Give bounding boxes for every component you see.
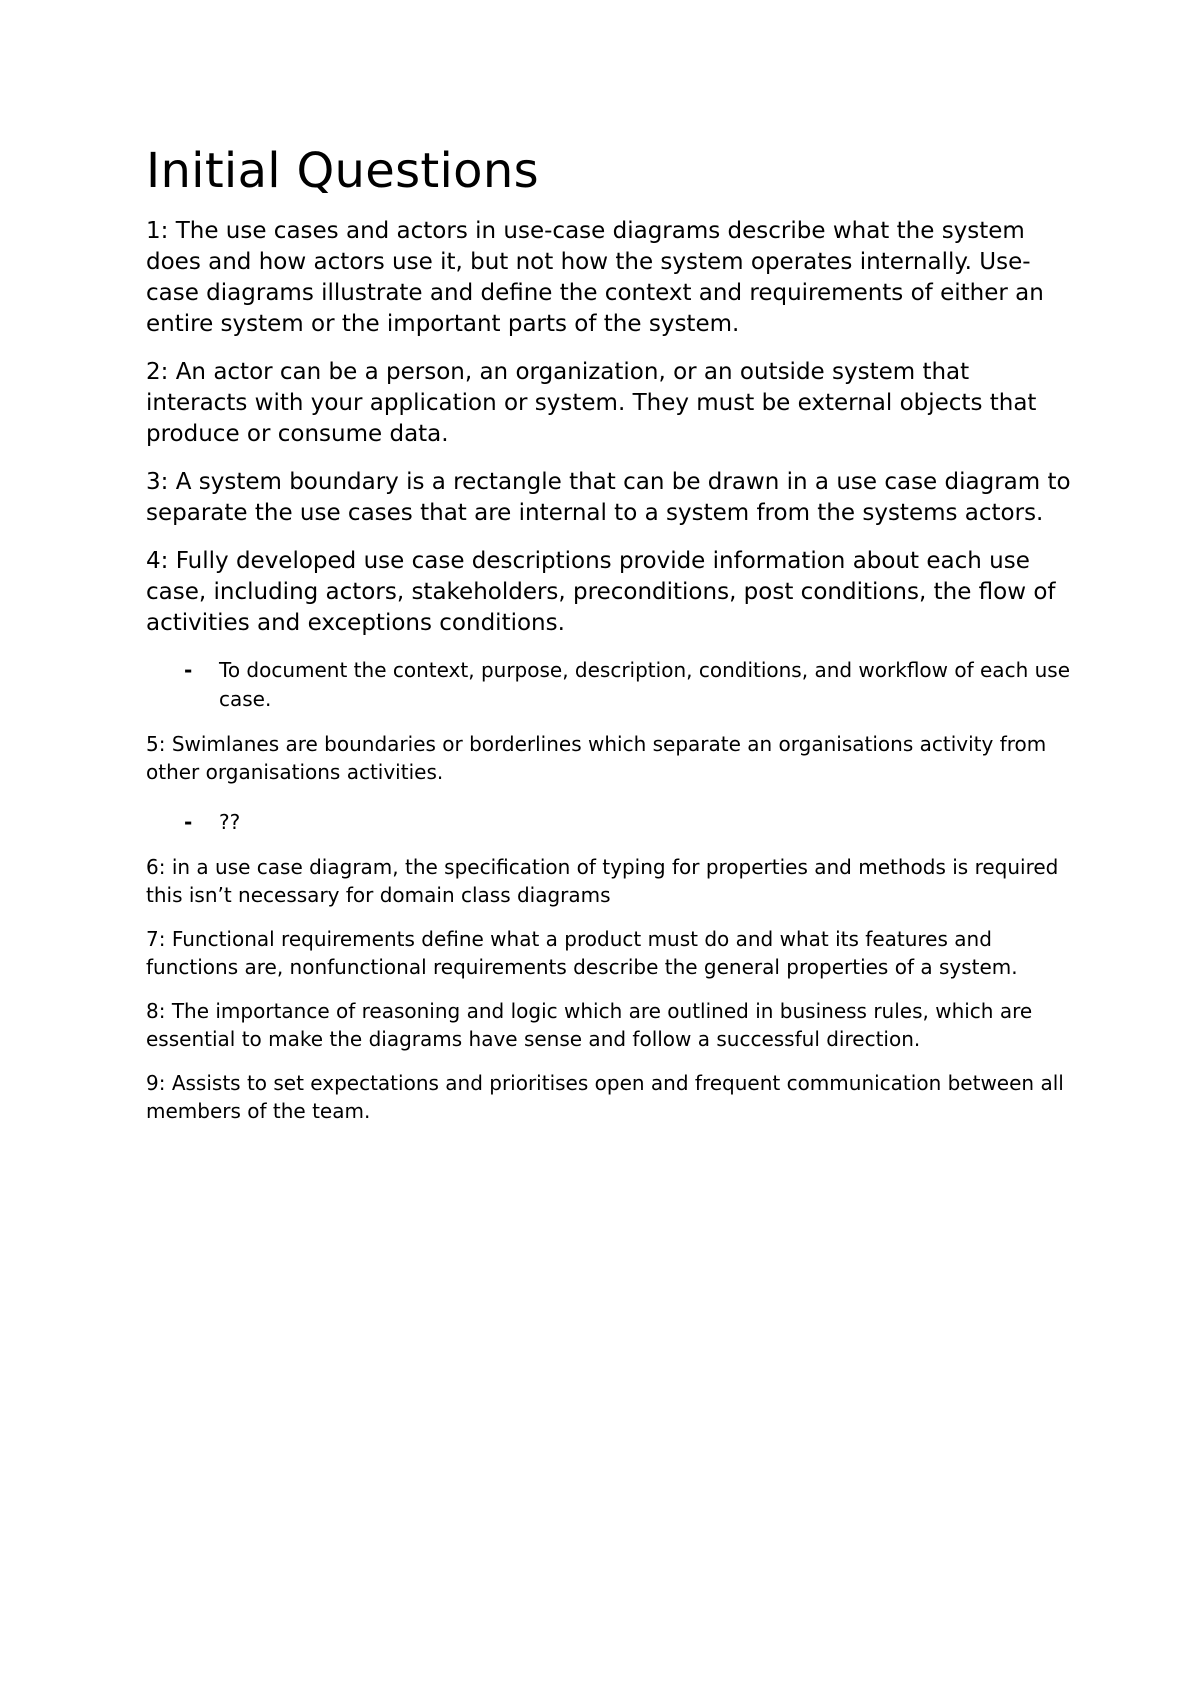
answer-5: 5: Swimlanes are boundaries or borderlines which separate an organisations activity from other organisations activities.: [146, 732, 1047, 784]
document-body: [146, 140, 1076, 1141]
answer-8: 8: The importance of reasoning and logic which are outlined in business rules, which are essential to make the diagrams have sense and follow a successful direction.: [146, 999, 1033, 1051]
bullet-item: [146, 656, 1076, 714]
answer-6: 6: in a use case diagram, the specification of typing for properties and methods is required this isn’t necessary for domain class diagrams: [146, 855, 1059, 907]
answer-4: 4: Fully developed use case descriptions provide information about each use case, including actors, stakeholders, preconditions, post conditions, the flow of activities and exceptions conditions.: [146, 548, 1056, 636]
answer-9: 9: Assists to set expectations and prioritises open and frequent communication between all members of the team.: [146, 1071, 1064, 1123]
answer-7: 7: Functional requirements define what a product must do and what its features and functions are, nonfunctional requirements describe the general properties of a system.: [146, 927, 1018, 979]
page-title: Initial Questions: [146, 143, 539, 199]
bullet-text: ??: [219, 810, 241, 834]
bullet-text: To document the context, purpose, description, conditions, and workflow of each use case.: [219, 658, 1070, 711]
answer-1: 1: The use cases and actors in use-case diagrams describe what the system does and how actors use it, but not how the system operates internally. Use-case diagrams illustrate and define the context and requirements of either an entire system or the important parts of the system.: [146, 218, 1044, 337]
bullet-item: [146, 808, 1076, 837]
answer-3: 3: A system boundary is a rectangle that can be drawn in a use case diagram to separate the use cases that are internal to a system from the systems actors.: [146, 469, 1071, 526]
answer-2: 2: An actor can be a person, an organization, or an outside system that interacts with your application or system. They must be external objects that produce or consume data.: [146, 359, 1037, 447]
bullet-marker: -: [184, 810, 193, 834]
bullet-marker: -: [184, 658, 193, 682]
